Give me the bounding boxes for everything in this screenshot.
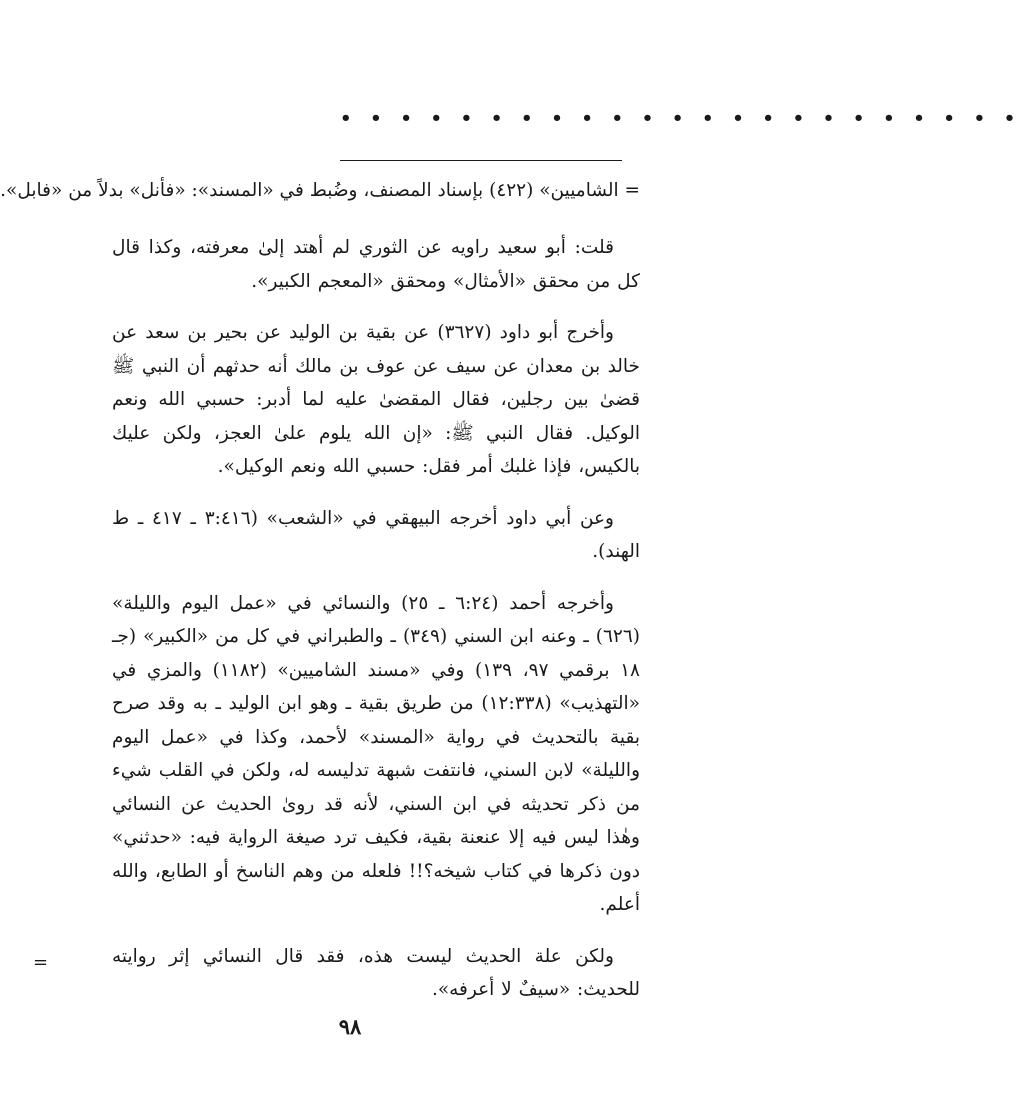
body-text — [112, 231, 640, 1024]
header-dot-rule: • • • • • • • • • • • • • • • • • • • • • • • — [340, 108, 1021, 129]
paragraph-1: قلت: أبو سعيد راويه عن الثوري لم أهتد إلىٰ معرفته، وكذا قال كل من محقق «الأمثال» ومحقق «المعجم الكبير». — [112, 237, 640, 292]
footnote-separator — [340, 160, 622, 161]
paragraph-3: وعن أبي داود أخرجه البيهقي في «الشعب» (٣:٤١٦ ـ ٤١٧ ـ ط الهند). — [112, 507, 640, 562]
paragraph-5: ولكن علة الحديث ليست هذه، فقد قال النسائي إثر روايته للحديث: «سيفٌ لا أعرفه». — [112, 945, 640, 1000]
continuation-mark: = — [33, 952, 49, 973]
page-number: ٩٨ — [338, 1014, 362, 1039]
paragraph-2: وأخرج أبو داود (٣٦٢٧) عن بقية بن الوليد عن بحير بن سعد عن خالد بن معدان عن سيف عن عوف بن مالك أنه حدثهم أن النبي ﷺ قضىٰ بين رجلين، فقال المقضىٰ عليه لما أدبر: حسبي الله ونعم الوكيل. فقال النبي ﷺ: «إن الله يلوم علىٰ العجز، ولكن عليك بالكيس، فإذا غلبك أمر فقل: حسبي الله ونعم الوكيل». — [112, 322, 640, 477]
paragraph-4: وأخرجه أحمد (٦:٢٤ ـ ٢٥) والنسائي في «عمل اليوم والليلة» (٦٢٦) ـ وعنه ابن السني (٣٤٩) ـ والطبراني في كل من «الكبير» (جـ ١٨ برقمي ٩٧، ١٣٩) وفي «مسند الشاميين» (١١٨٢) والمزي في «التهذيب» (١٢:٣٣٨) من طريق بقية ـ وهو ابن الوليد ـ به وقد صرح بقية بالتحديث في رواية «المسند» لأحمد، وكذا في «عمل اليوم والليلة» لابن السني، فانتفت شبهة تدليسه له، ولكن في القلب شيء من ذكر تحديثه في ابن السني، لأنه قد روىٰ الحديث عن النسائي وهٰذا ليس فيه إلا عنعنة بقية، فكيف ترد صيغة الرواية فيه: «حدثني» دون ذكرها في كتاب شيخه؟!! فلعله من وهم الناسخ أو الطابع، والله أعلم. — [112, 592, 640, 915]
footnote-continuation: = الشاميين» (٤٢٢) بإسناد المصنف، وضُبط في «المسند»: «فأنل» بدلاً من «فابل». — [0, 180, 640, 201]
